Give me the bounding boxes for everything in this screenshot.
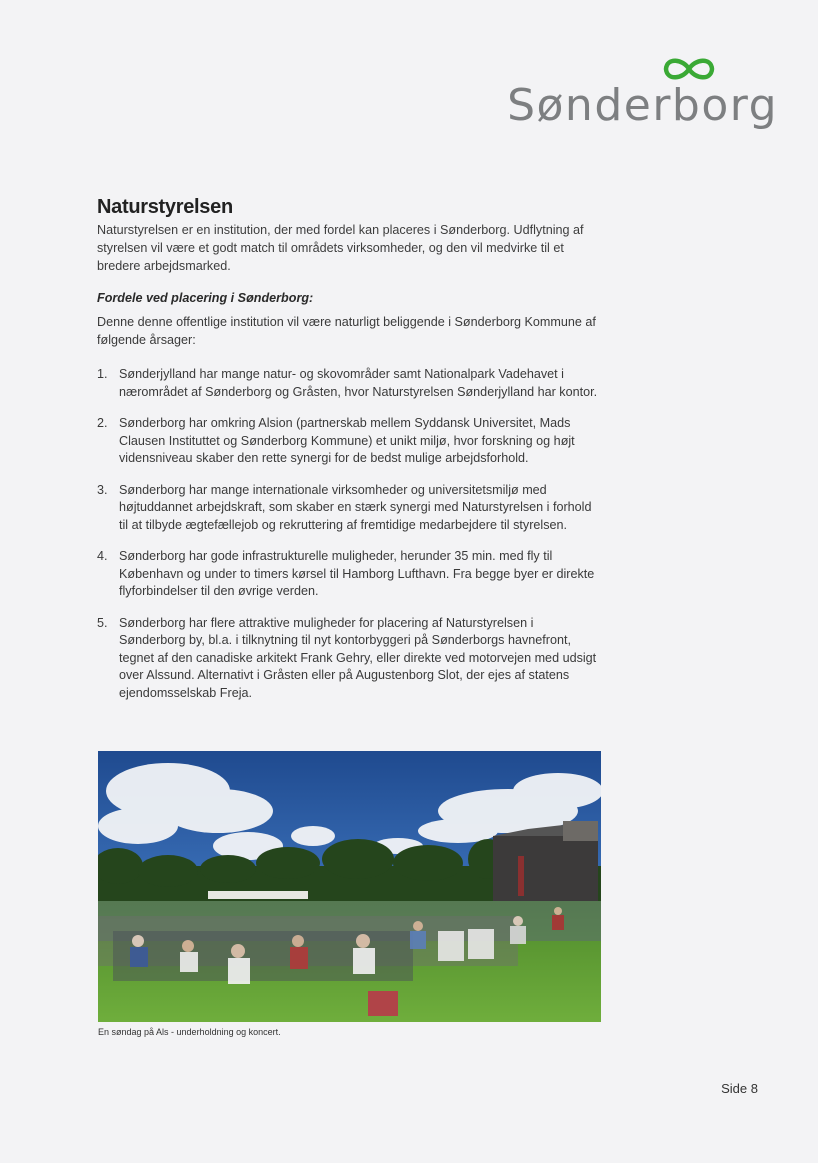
list-item: 5. Sønderborg har flere attraktive muligheder for placering af Naturstyrelsen i Sønderborg by, bl.a. i tilknytning til nyt kontorbyggeri på Sønderborgs havnefront, tegnet af den canadiske arkitekt Frank Gehry, eller direkte ved motorvejen med udsigt over Alssund. Alternativt i Gråsten eller på Augustenborg Slot, der ejes af statens ejendomsselskab Freja. [97,615,597,700]
page-title: Naturstyrelsen [97,196,233,218]
sonderborg-logo [507,50,778,140]
list-item: 2. Sønderborg har omkring Alsion (partnerskab mellem Syddansk Universitet, Mads Clausen Instituttet og Sønderborg Kommune) et unikt miljø, hvor forskning og højt vidensniveau skaber den rette synergi for de bedst mulige arbejdsforhold. [97,416,575,465]
reasons-list [97,366,602,716]
list-item: 3. Sønderborg har mange internationale virksomheder og universitetsmiljø med højtuddannet arbejdskraft, som skaber en stærk synergi med Naturstyrelsen i forhold til at tilbyde ægtefællejob og rekruttering af fremtidige medarbejdere til styrelsen. [97,482,592,532]
intro-paragraph: Naturstyrelsen er en institution, der med fordel kan placeres i Sønderborg. Udflytning af styrelsen vil være et godt match til områdets virksomheder, og den vil medvirke til et bredere arbejdsmarked. [97,223,584,273]
page-number: Side 8 [721,1081,758,1096]
advantages-heading: Fordele ved placering i Sønderborg: [97,291,314,305]
list-item: 4. Sønderborg har gode infrastrukturelle muligheder, herunder 35 min. med fly til København og under to timers kørsel til Hamborg Lufthavn. Fra begge byer er direkte flyforbindelser til den øvrige verden. [97,549,595,598]
logo-wordmark: Sønderborg [507,80,778,131]
list-item: 1. Sønderjylland har mange natur- og skovområder samt Nationalpark Vadehavet i nærområdet af Sønderborg og Gråsten, hvor Naturstyrelsen Sønderjylland har kontor. [97,367,598,399]
advantages-lead: Denne denne offentlige institution vil være naturligt beliggende i Sønderborg Kommune af følgende årsager: [97,315,596,347]
concert-photo [98,751,601,1022]
photo-caption: En søndag på Als - underholdning og koncert. [98,1027,281,1037]
